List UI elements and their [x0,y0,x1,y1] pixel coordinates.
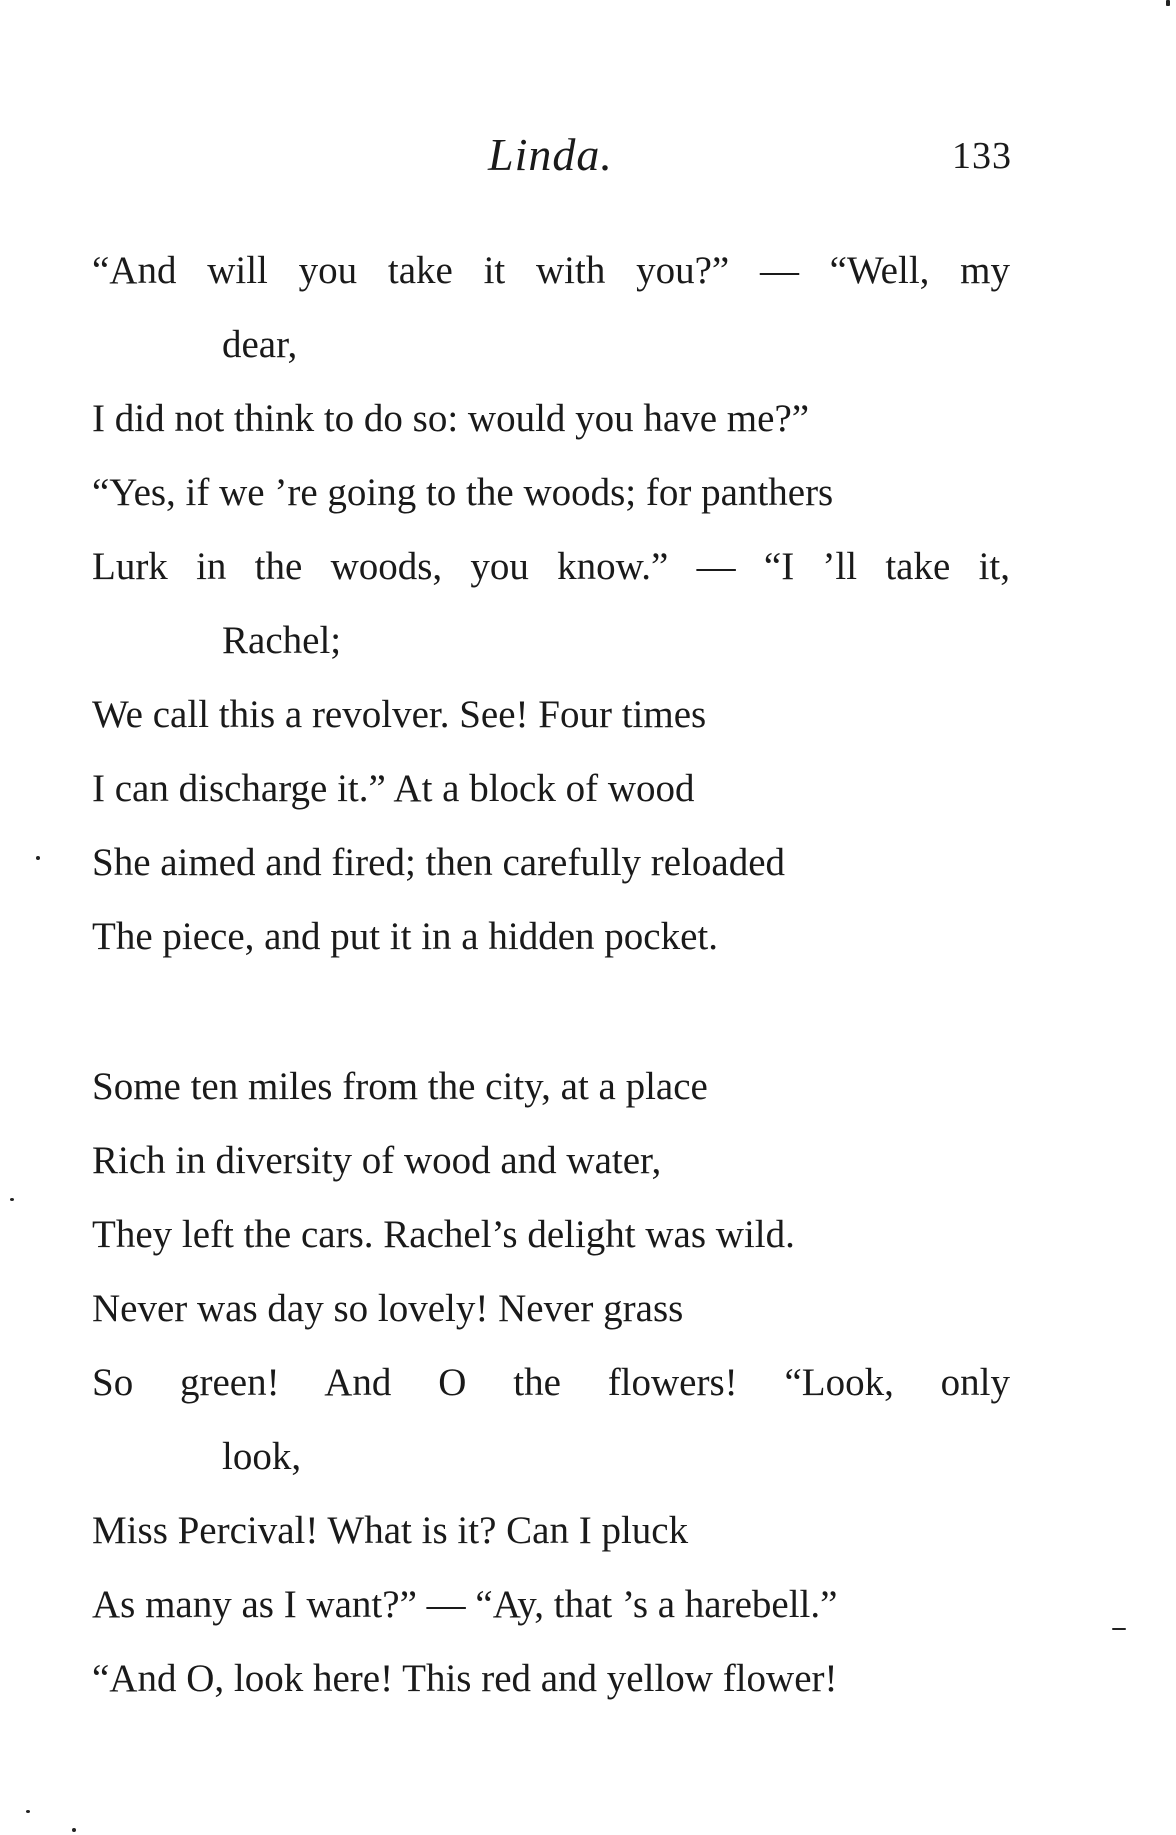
verse-line: I can discharge it.” At a block of wood [92,767,695,810]
scan-speck [1166,0,1170,6]
verse-line: “And will you take it with you?” — “Well, my [92,249,1010,292]
page-number: 133 [952,135,1012,177]
running-head [0,128,1176,188]
verse-line: So green! And O the flowers! “Look, only [92,1361,1010,1404]
verse-line: “Yes, if we ’re going to the woods; for panthers [92,471,834,514]
stanza [92,234,1022,974]
running-title: Linda. [488,129,613,180]
verse-line: Never was day so lovely! Never grass [92,1287,684,1330]
verse-line: Miss Percival! What is it? Can I pluck [92,1509,689,1552]
scan-speck [10,1198,14,1201]
verse-line: She aimed and fired; then carefully reloaded [92,841,786,884]
verse-line: “And O, look here! This red and yellow flower! [92,1657,838,1700]
verse-line: I did not think to do so: would you have me?” [92,397,810,440]
scan-speck [26,1810,30,1813]
verse-line: Rich in diversity of wood and water, [92,1139,662,1182]
verse-line: They left the cars. Rachel’s delight was wild. [92,1213,795,1256]
verse-line-continuation: look, [222,1435,302,1478]
verse-line: Some ten miles from the city, at a place [92,1065,708,1108]
verse-line-continuation: dear, [222,323,298,366]
scan-speck [36,856,40,860]
stanza [92,1050,1022,1716]
scan-speck [1112,1628,1126,1630]
verse-line: As many as I want?” — “Ay, that ’s a harebell.” [92,1583,838,1626]
verse-line-continuation: Rachel; [222,619,342,662]
scan-speck [72,1828,76,1832]
verse-line: We call this a revolver. See! Four times [92,693,707,736]
verse-line: The piece, and put it in a hidden pocket. [92,915,718,958]
verse-line: Lurk in the woods, you know.” — “I ’ll take it, [92,545,1010,588]
